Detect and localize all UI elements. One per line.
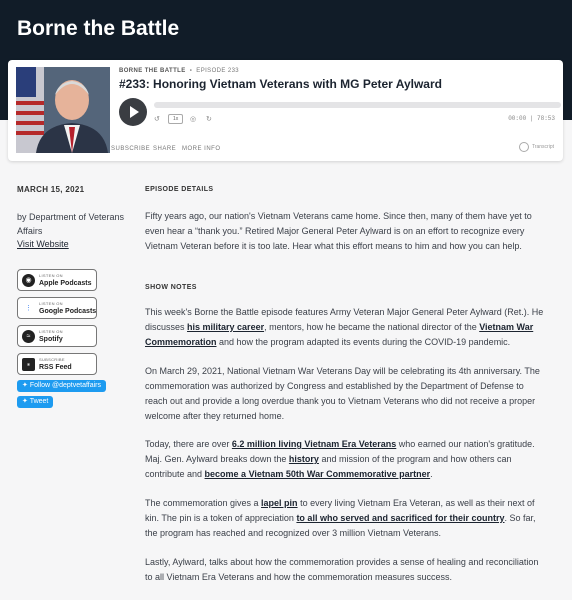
follow-twitter-button[interactable]	[17, 380, 106, 392]
rewind-icon[interactable]: ↺	[154, 116, 160, 123]
rss-icon: ⁎	[22, 358, 35, 371]
more-info-link[interactable]: MORE INFO	[182, 146, 221, 152]
paragraph-text: This week's Borne the Battle episode features Army Veteran Major General Peter Aylward (Ret.). He discusses	[145, 307, 544, 332]
badge-name: RSS Feed	[39, 364, 72, 371]
google-podcasts-badge[interactable]	[17, 297, 97, 319]
paragraph-text: who earned our nation's gratitude. Maj. Gen. Aylward breaks down the	[145, 439, 535, 464]
commemorative-partner-link[interactable]: become a Vietnam 50th War Commemorative partner	[204, 469, 431, 479]
episode-details-text: Fifty years ago, our nation's Vietnam Veterans came home. Since then, many of them have yet to even hear a “thank you.” Retired Major General Peter Aylward is on an effort to recognize every Vietnam Veteran before it is too late. Hear what this effort means to him and how you can help.	[145, 211, 532, 251]
episode-date: MARCH 15, 2021	[17, 185, 85, 194]
rss-feed-badge[interactable]	[17, 353, 97, 375]
subscribe-link[interactable]: SUBSCRIBE	[111, 146, 151, 152]
show-label: BORNE THE BATTLE	[119, 68, 186, 74]
paragraph-text: and mission of the program and how others can contribute and	[145, 454, 512, 479]
spotify-icon: ≈	[22, 330, 35, 343]
share-link[interactable]: SHARE	[153, 146, 177, 152]
show-notes-paragraph-5: Lastly, Aylward, talks about how the commemoration provides a sense of healing and reconciliation to all Vietnam Era Veterans and how the commemoration measures success.	[145, 557, 539, 582]
transcript-icon	[519, 142, 529, 152]
google-podcast-icon: ⋮	[22, 302, 35, 315]
living-veterans-link[interactable]: 6.2 million living Vietnam Era Veterans	[231, 439, 397, 449]
vietnam-war-commemoration-link[interactable]: Vietnam War Commemoration	[145, 322, 534, 347]
badge-listen-label: LISTEN ON	[39, 301, 63, 306]
episode-title: #233: Honoring Vietnam Veterans with MG Peter Aylward	[119, 77, 442, 91]
transcript-button[interactable]	[519, 142, 554, 152]
follow-label: Follow @deptvetaffairs	[29, 382, 102, 389]
show-notes-heading: SHOW NOTES	[145, 284, 197, 291]
badge-listen-label: SUBSCRIBE	[39, 357, 65, 362]
podcast-icon: ◉	[22, 274, 35, 287]
time-display: 00:00 | 78:53	[508, 115, 555, 122]
transcript-label: Transcript	[531, 144, 554, 150]
lapel-pin-link[interactable]: lapel pin	[261, 498, 298, 508]
show-notes-paragraph-1	[145, 305, 545, 350]
show-notes-paragraph-3	[145, 437, 545, 482]
badge-listen-label: LISTEN ON	[39, 329, 63, 334]
spotify-badge[interactable]	[17, 325, 97, 347]
twitter-icon: ✦	[22, 382, 28, 389]
byline: by Department of Veterans Affairs	[17, 212, 125, 236]
tweet-label: Tweet	[29, 398, 49, 405]
progress-bar[interactable]	[154, 102, 561, 108]
apple-podcasts-badge[interactable]	[17, 269, 97, 291]
episode-number: EPISODE 233	[196, 68, 240, 74]
forward-icon[interactable]: ↻	[206, 116, 212, 123]
share-icon[interactable]: ◎	[190, 116, 197, 123]
twitter-icon: ✦	[22, 398, 28, 405]
show-notes-paragraph-2: On March 29, 2021, National Vietnam War Veterans Day will be celebrating its 4th anniversary. The commemoration was authorized by Congress and established by the Department of Defense to reach out and provide a long overdue thank you to Vietnam Veterans who did not receive a proper welcome after they returned home.	[145, 366, 540, 421]
paragraph-text: and how the program adapted its events during the COVID-19 pandemic.	[216, 337, 511, 347]
visit-website-link[interactable]: Visit Website	[17, 239, 69, 249]
military-career-link[interactable]: his military career	[187, 322, 265, 332]
play-button[interactable]	[119, 98, 147, 126]
badge-name: Apple Podcasts	[39, 280, 92, 287]
served-and-sacrificed-link[interactable]: to all who served and sacrificed for their country	[296, 513, 505, 523]
tweet-button[interactable]	[17, 396, 53, 408]
meta-separator: •	[189, 68, 193, 74]
episode-details-heading: EPISODE DETAILS	[145, 186, 214, 193]
speed-button[interactable]: 1x	[168, 114, 183, 124]
badge-name: Google Podcasts	[39, 308, 97, 315]
show-title: Borne the Battle	[17, 17, 180, 40]
badge-listen-label: LISTEN ON	[39, 273, 63, 278]
paragraph-text: Today, there are over	[145, 439, 232, 449]
podcast-player	[8, 60, 563, 161]
paragraph-text: The commemoration gives a	[145, 498, 262, 508]
badge-name: Spotify	[39, 336, 63, 343]
paragraph-text: to every living Vietnam Era Veteran, as well as their next of kin. The pin is a token of appreciation	[145, 498, 535, 523]
episode-artwork	[16, 67, 110, 153]
paragraph-text: . So far, the program has reached and recognized over 3 million Vietnam Veterans.	[145, 513, 536, 538]
paragraph-text: , mentors, how he became the national director of the	[264, 322, 480, 332]
history-link[interactable]: history	[288, 454, 319, 464]
paragraph-text: .	[430, 469, 433, 479]
episode-meta	[119, 68, 239, 74]
show-notes-paragraph-4	[145, 496, 545, 541]
